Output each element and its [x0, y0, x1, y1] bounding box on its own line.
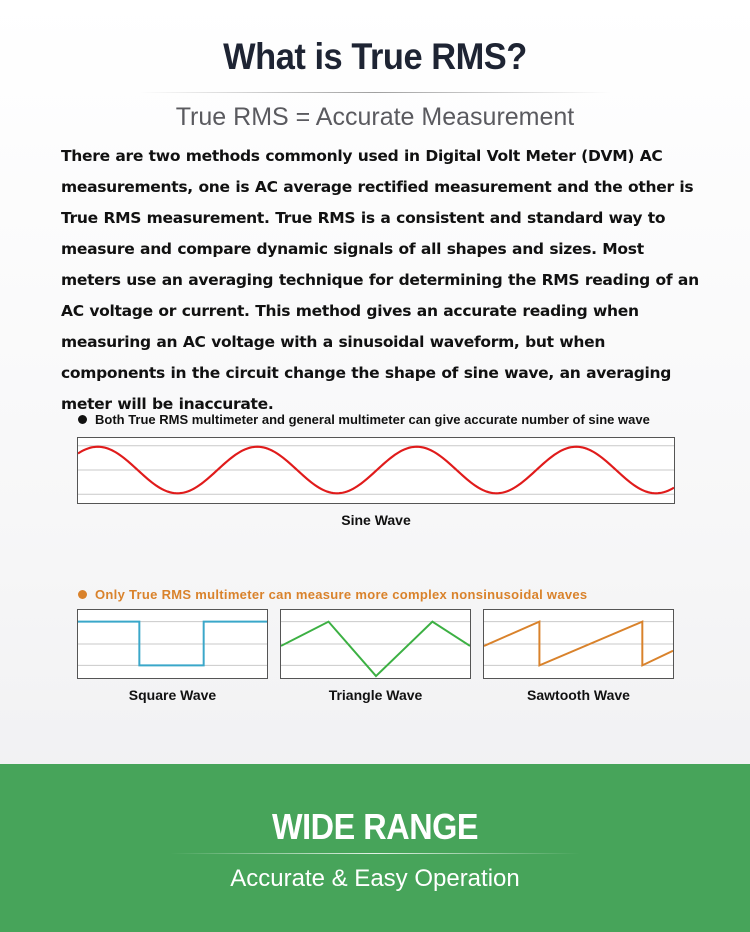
wide-range-banner — [0, 764, 750, 932]
triangle-wave-label: Triangle Wave — [328, 687, 423, 703]
sine-bullet — [78, 410, 650, 428]
banner-subtitle: Accurate & Easy Operation — [230, 865, 520, 892]
triangle-wave-line — [281, 622, 470, 676]
square-wave-label: Square Wave — [128, 687, 217, 703]
sine-wave-label: Sine Wave — [341, 512, 411, 528]
square-wave-line — [78, 622, 267, 666]
sine-wave-diagram — [77, 437, 675, 504]
bullet-dot-icon — [78, 415, 87, 424]
banner-title: WIDE RANGE — [271, 806, 479, 847]
bullet-dot-icon — [78, 590, 87, 599]
complex-bullet-text: Only True RMS multimeter can measure more complex nonsinusoidal waves — [95, 586, 588, 602]
title-divider — [140, 92, 610, 93]
triangle-wave-diagram — [280, 609, 471, 679]
sawtooth-wave-label: Sawtooth Wave — [527, 687, 630, 703]
complex-bullet — [78, 585, 587, 603]
intro-paragraph: There are two methods commonly used in Digital Volt Meter (DVM) AC measurements, one is AC average rectified measurement and the other is True RMS measurement. True RMS is a consistent and standard way to measure and compare dynamic signals of all shapes and sizes. Most meters use an averaging technique for determining the RMS reading of an AC voltage or current. This method gives an accurate reading when measuring an AC voltage with a sinusoidal waveform, but when components in the circuit change the shape of sine wave, an averaging meter will be inaccurate. — [61, 147, 699, 413]
sawtooth-wave-line — [484, 622, 673, 666]
banner-divider — [170, 853, 580, 854]
sine-bullet-text: Both True RMS multimeter and general multimeter can give accurate number of sine wave — [95, 411, 650, 427]
page-title: What is True RMS? — [223, 36, 527, 77]
square-wave-diagram — [77, 609, 268, 679]
sawtooth-wave-diagram — [483, 609, 674, 679]
page-subtitle: True RMS = Accurate Measurement — [175, 103, 575, 131]
